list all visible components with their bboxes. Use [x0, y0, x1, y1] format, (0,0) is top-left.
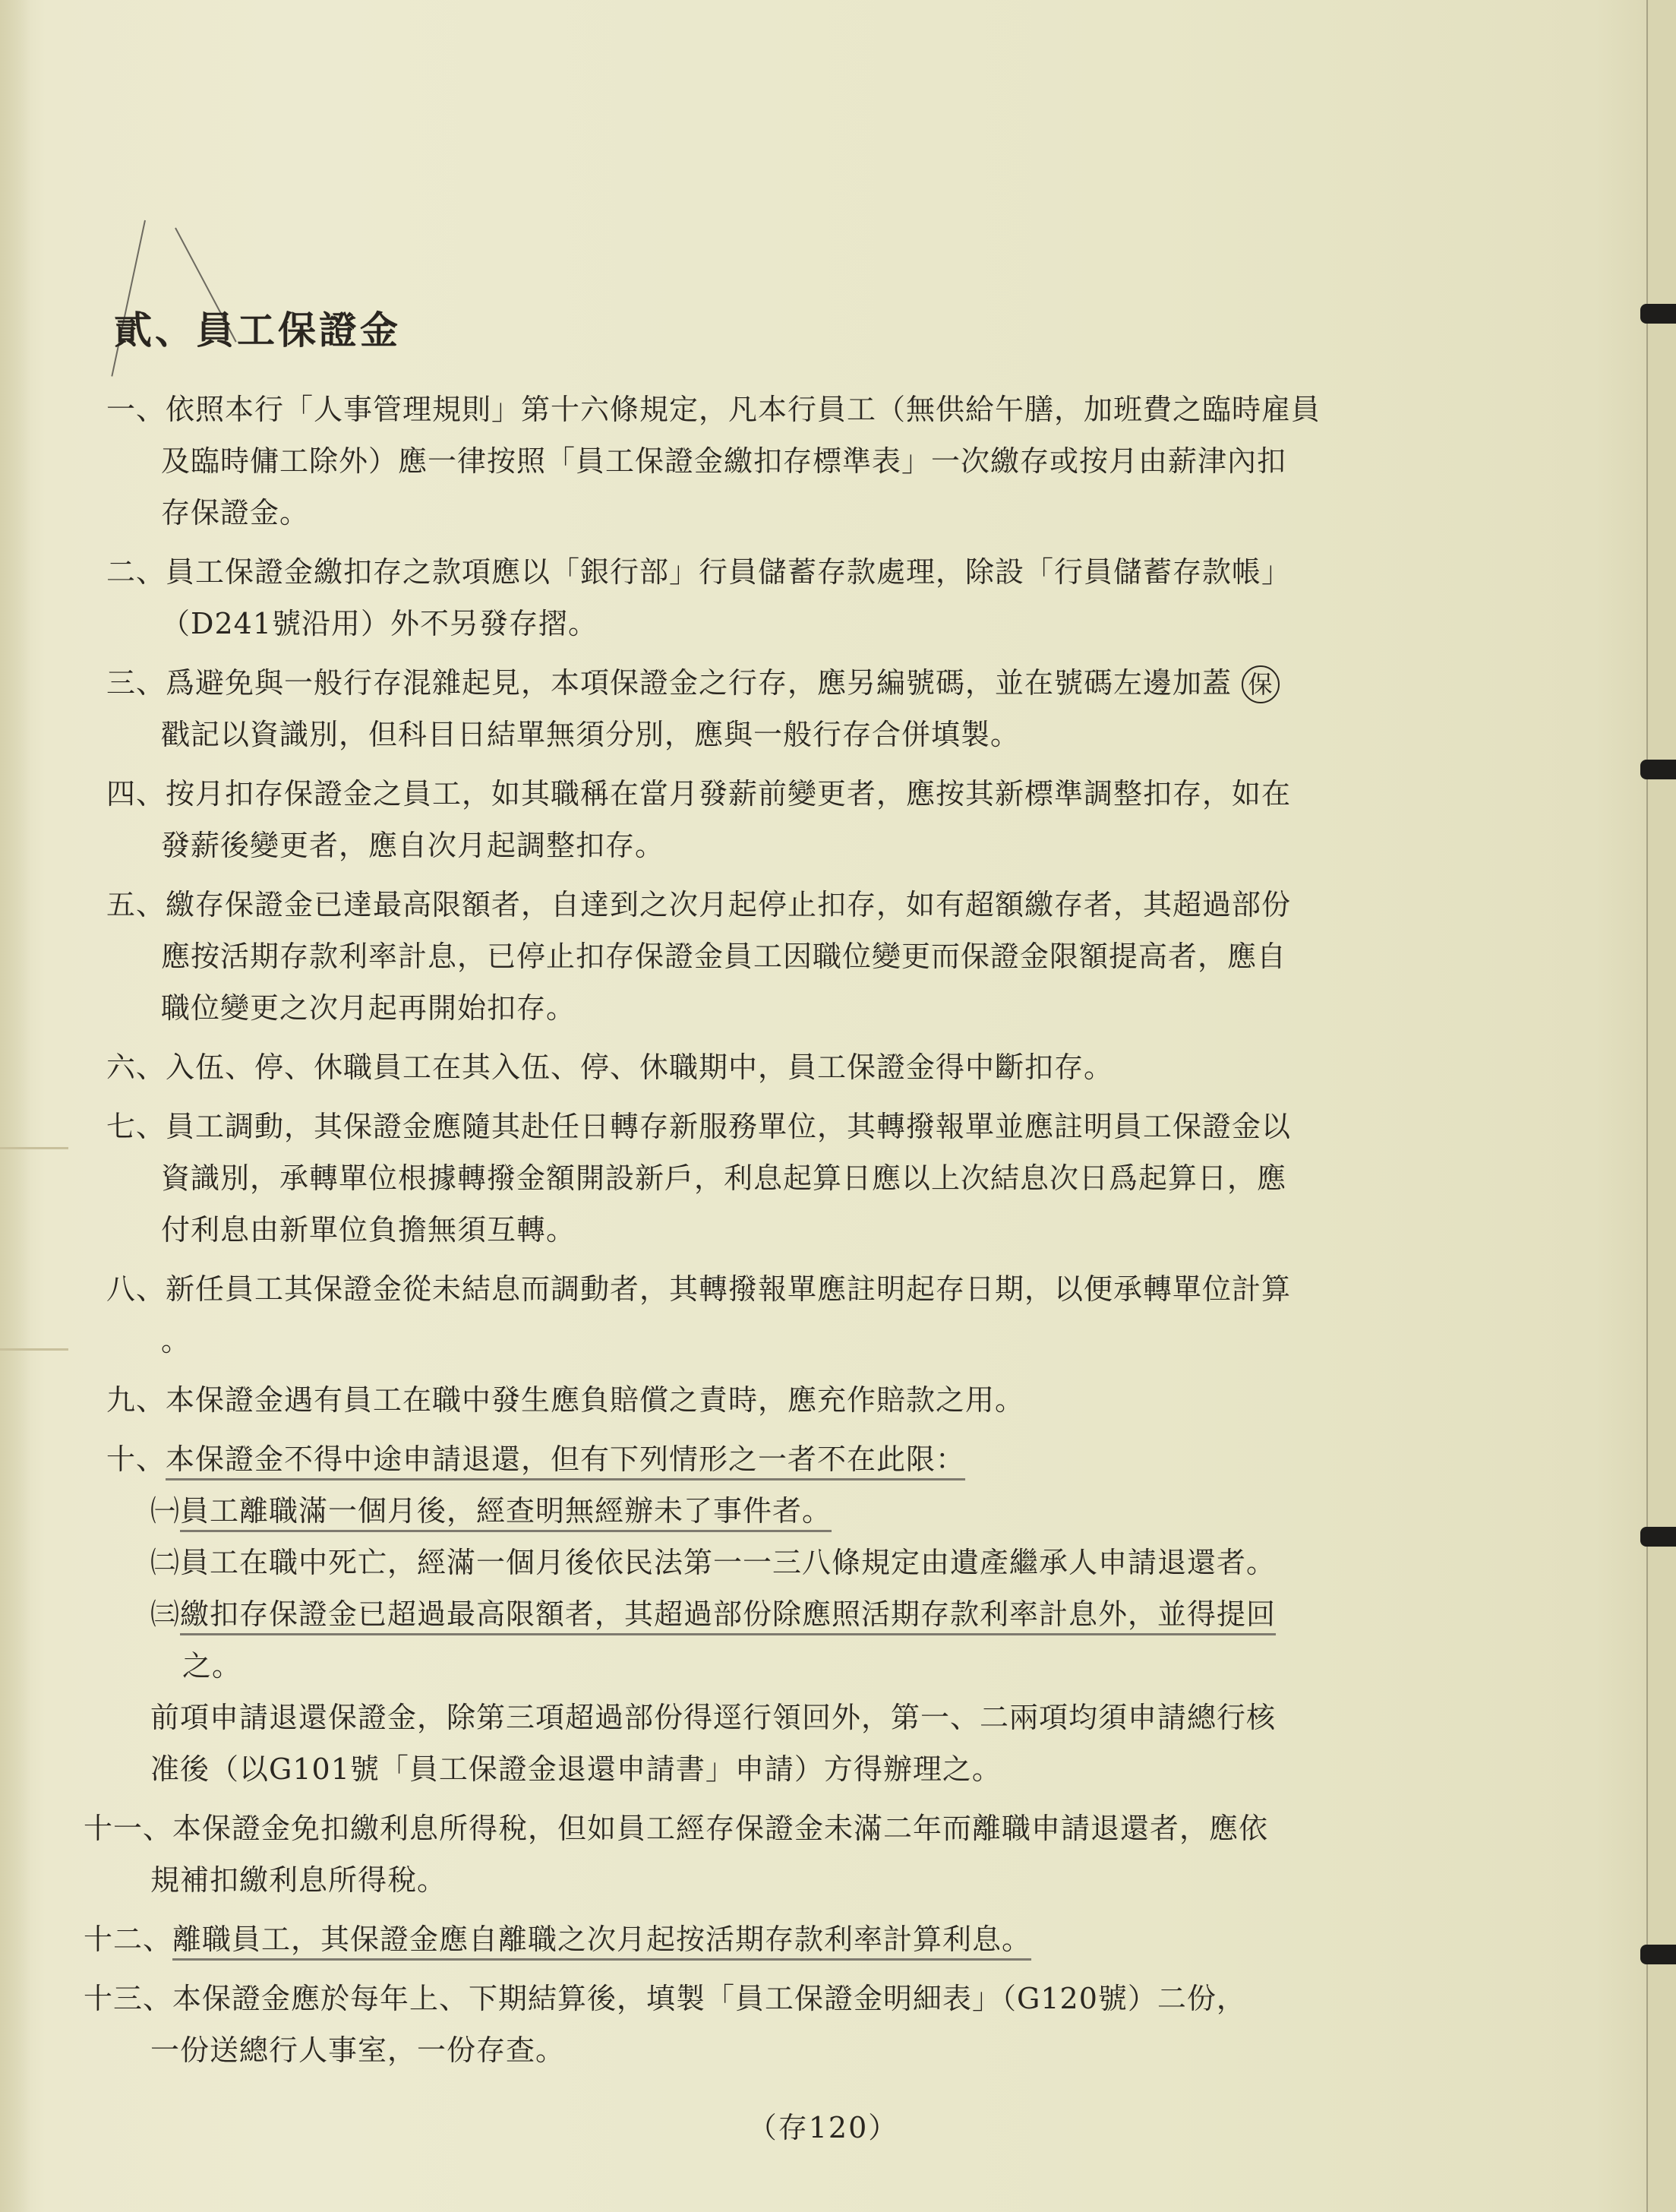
clause-text: 本保證金應於每年上、下期結算後，填製「員工保證金明細表」（G120號）二份，	[172, 1982, 1246, 2015]
clause-text: 付利息由新單位負擔無須互轉。	[161, 1213, 576, 1247]
clause-7	[106, 1101, 1412, 1256]
clause-number: 十二、	[84, 1923, 173, 1956]
page-number: （存120）	[747, 2111, 899, 2144]
clause-text: 爲避免與一般行存混雜起見，本項保證金之行存，應另編號碼，並在號碼左邊加蓋	[166, 666, 1233, 700]
binding-string	[1640, 760, 1676, 779]
worn-left-edge	[0, 0, 30, 2212]
clause-number: 十三、	[84, 1982, 173, 2015]
clause-text: 戳記以資識別，但科目日結單無須分別，應與一般行存合併填製。	[161, 718, 1021, 751]
clause-text: （D241號沿用）外不另發存摺。	[161, 607, 598, 640]
clause-1	[106, 384, 1412, 539]
clause-text: 入伍、停、休職員工在其入伍、停、休職期中，員工保證金得中斷扣存。	[166, 1051, 1114, 1084]
clause-number: 六、	[106, 1051, 166, 1084]
clause-text: 員工調動，其保證金應隨其赴任日轉存新服務單位，其轉撥報單並應註明員工保證金以	[166, 1110, 1292, 1143]
clause-text: 規補扣繳利息所得稅。	[150, 1863, 447, 1897]
paper-tear	[0, 1147, 68, 1149]
clause-text: 員工保證金繳扣存之款項應以「銀行部」行員儲蓄存款處理，除設「行員儲蓄存款帳」	[166, 555, 1292, 589]
clause-number: 五、	[106, 888, 166, 921]
clause-note: 前項申請退還保證金，除第三項超過部份得逕行領回外，第一、二兩項均須申請總行核	[150, 1701, 1277, 1734]
clause-text: 本保證金不得中途申請退還，但有下列情形之一者不在此限：	[166, 1443, 966, 1476]
circled-bao-stamp: 保	[1242, 665, 1280, 703]
section-heading: 貳、員工保證金	[114, 308, 401, 352]
subclause-number: ㈢	[150, 1597, 181, 1631]
clause-text: 資識別，承轉單位根據轉撥金額開設新戶，利息起算日應以上次結息次日爲起算日，應	[161, 1161, 1287, 1195]
clause-3	[106, 657, 1412, 760]
clause-12	[84, 1913, 1412, 1965]
clause-2	[106, 546, 1412, 649]
clause-number: 九、	[106, 1383, 166, 1417]
clause-4	[106, 768, 1412, 871]
clause-text: 新任員工其保證金從未結息而調動者，其轉撥報單應註明起存日期，以便承轉單位計算	[166, 1272, 1292, 1306]
clause-6	[106, 1041, 1412, 1093]
binding-string	[1640, 1527, 1676, 1547]
clause-number: 七、	[106, 1110, 166, 1143]
subclause-text: 之。	[182, 1649, 242, 1683]
clause-number: 八、	[106, 1272, 166, 1306]
subclause-text: 繳扣存保證金已超過最高限額者，其超過部份除應照活期存款利率計息外，並得提回	[180, 1597, 1277, 1631]
clause-text: 按月扣存保證金之員工，如其職稱在當月發薪前變更者，應按其新標準調整扣存，如在	[166, 777, 1292, 811]
clause-text: 本保證金免扣繳利息所得稅，但如員工經存保證金未滿二年而離職申請退還者，應依	[172, 1812, 1269, 1845]
clause-text: 一份送總行人事室，一份存查。	[150, 2033, 566, 2067]
clause-5	[106, 879, 1412, 1034]
clause-number: 十一、	[84, 1812, 173, 1845]
clause-11	[84, 1803, 1412, 1906]
clause-text: 發薪後變更者，應自次月起調整扣存。	[161, 829, 665, 862]
subclause-number: ㈠	[150, 1494, 181, 1528]
clause-9	[106, 1374, 1412, 1426]
clause-10	[106, 1433, 1412, 1795]
subclause-text: 員工離職滿一個月後，經查明無經辦未了事件者。	[180, 1494, 832, 1528]
clause-text: 及臨時傭工除外）應一律按照「員工保證金繳扣存標準表」一次繳存或按月由薪津內扣	[161, 444, 1287, 478]
clause-text: 離職員工，其保證金應自離職之次月起按活期存款利率計算利息。	[172, 1923, 1032, 1956]
clause-text: 應按活期存款利率計息，已停止扣存保證金員工因職位變更而保證金限額提高者，應自	[161, 940, 1287, 973]
clause-number: 二、	[106, 555, 166, 589]
subclause-text: 員工在職中死亡，經滿一個月後依民法第一一三八條規定由遺產繼承人申請退還者。	[180, 1546, 1277, 1579]
clause-text: 本保證金遇有員工在職中發生應負賠償之責時，應充作賠款之用。	[166, 1383, 1025, 1417]
regulation-list	[84, 384, 1412, 2084]
bound-page-edge	[1646, 0, 1676, 2212]
clause-number: 十、	[106, 1443, 166, 1476]
clause-13	[84, 1973, 1412, 2076]
clause-text: 存保證金。	[161, 496, 310, 529]
clause-text: 繳存保證金已達最高限額者，自達到之次月起停止扣存，如有超額繳存者，其超過部份	[166, 888, 1292, 921]
clause-number: 三、	[106, 666, 166, 700]
binding-string	[1640, 1945, 1676, 1964]
clause-number: 一、	[106, 393, 166, 426]
binding-string	[1640, 304, 1676, 324]
clause-text: 職位變更之次月起再開始扣存。	[161, 991, 576, 1025]
clause-note: 准後（以G101號「員工保證金退還申請書」申請）方得辦理之。	[150, 1752, 1002, 1786]
subclause-number: ㈡	[150, 1546, 181, 1579]
clause-text: 依照本行「人事管理規則」第十六條規定，凡本行員工（無供給午膳，加班費之臨時雇員	[166, 393, 1321, 426]
clause-text: 。	[161, 1324, 191, 1357]
clause-8	[106, 1263, 1412, 1367]
clause-number: 四、	[106, 777, 166, 811]
paper-tear	[0, 1348, 68, 1351]
